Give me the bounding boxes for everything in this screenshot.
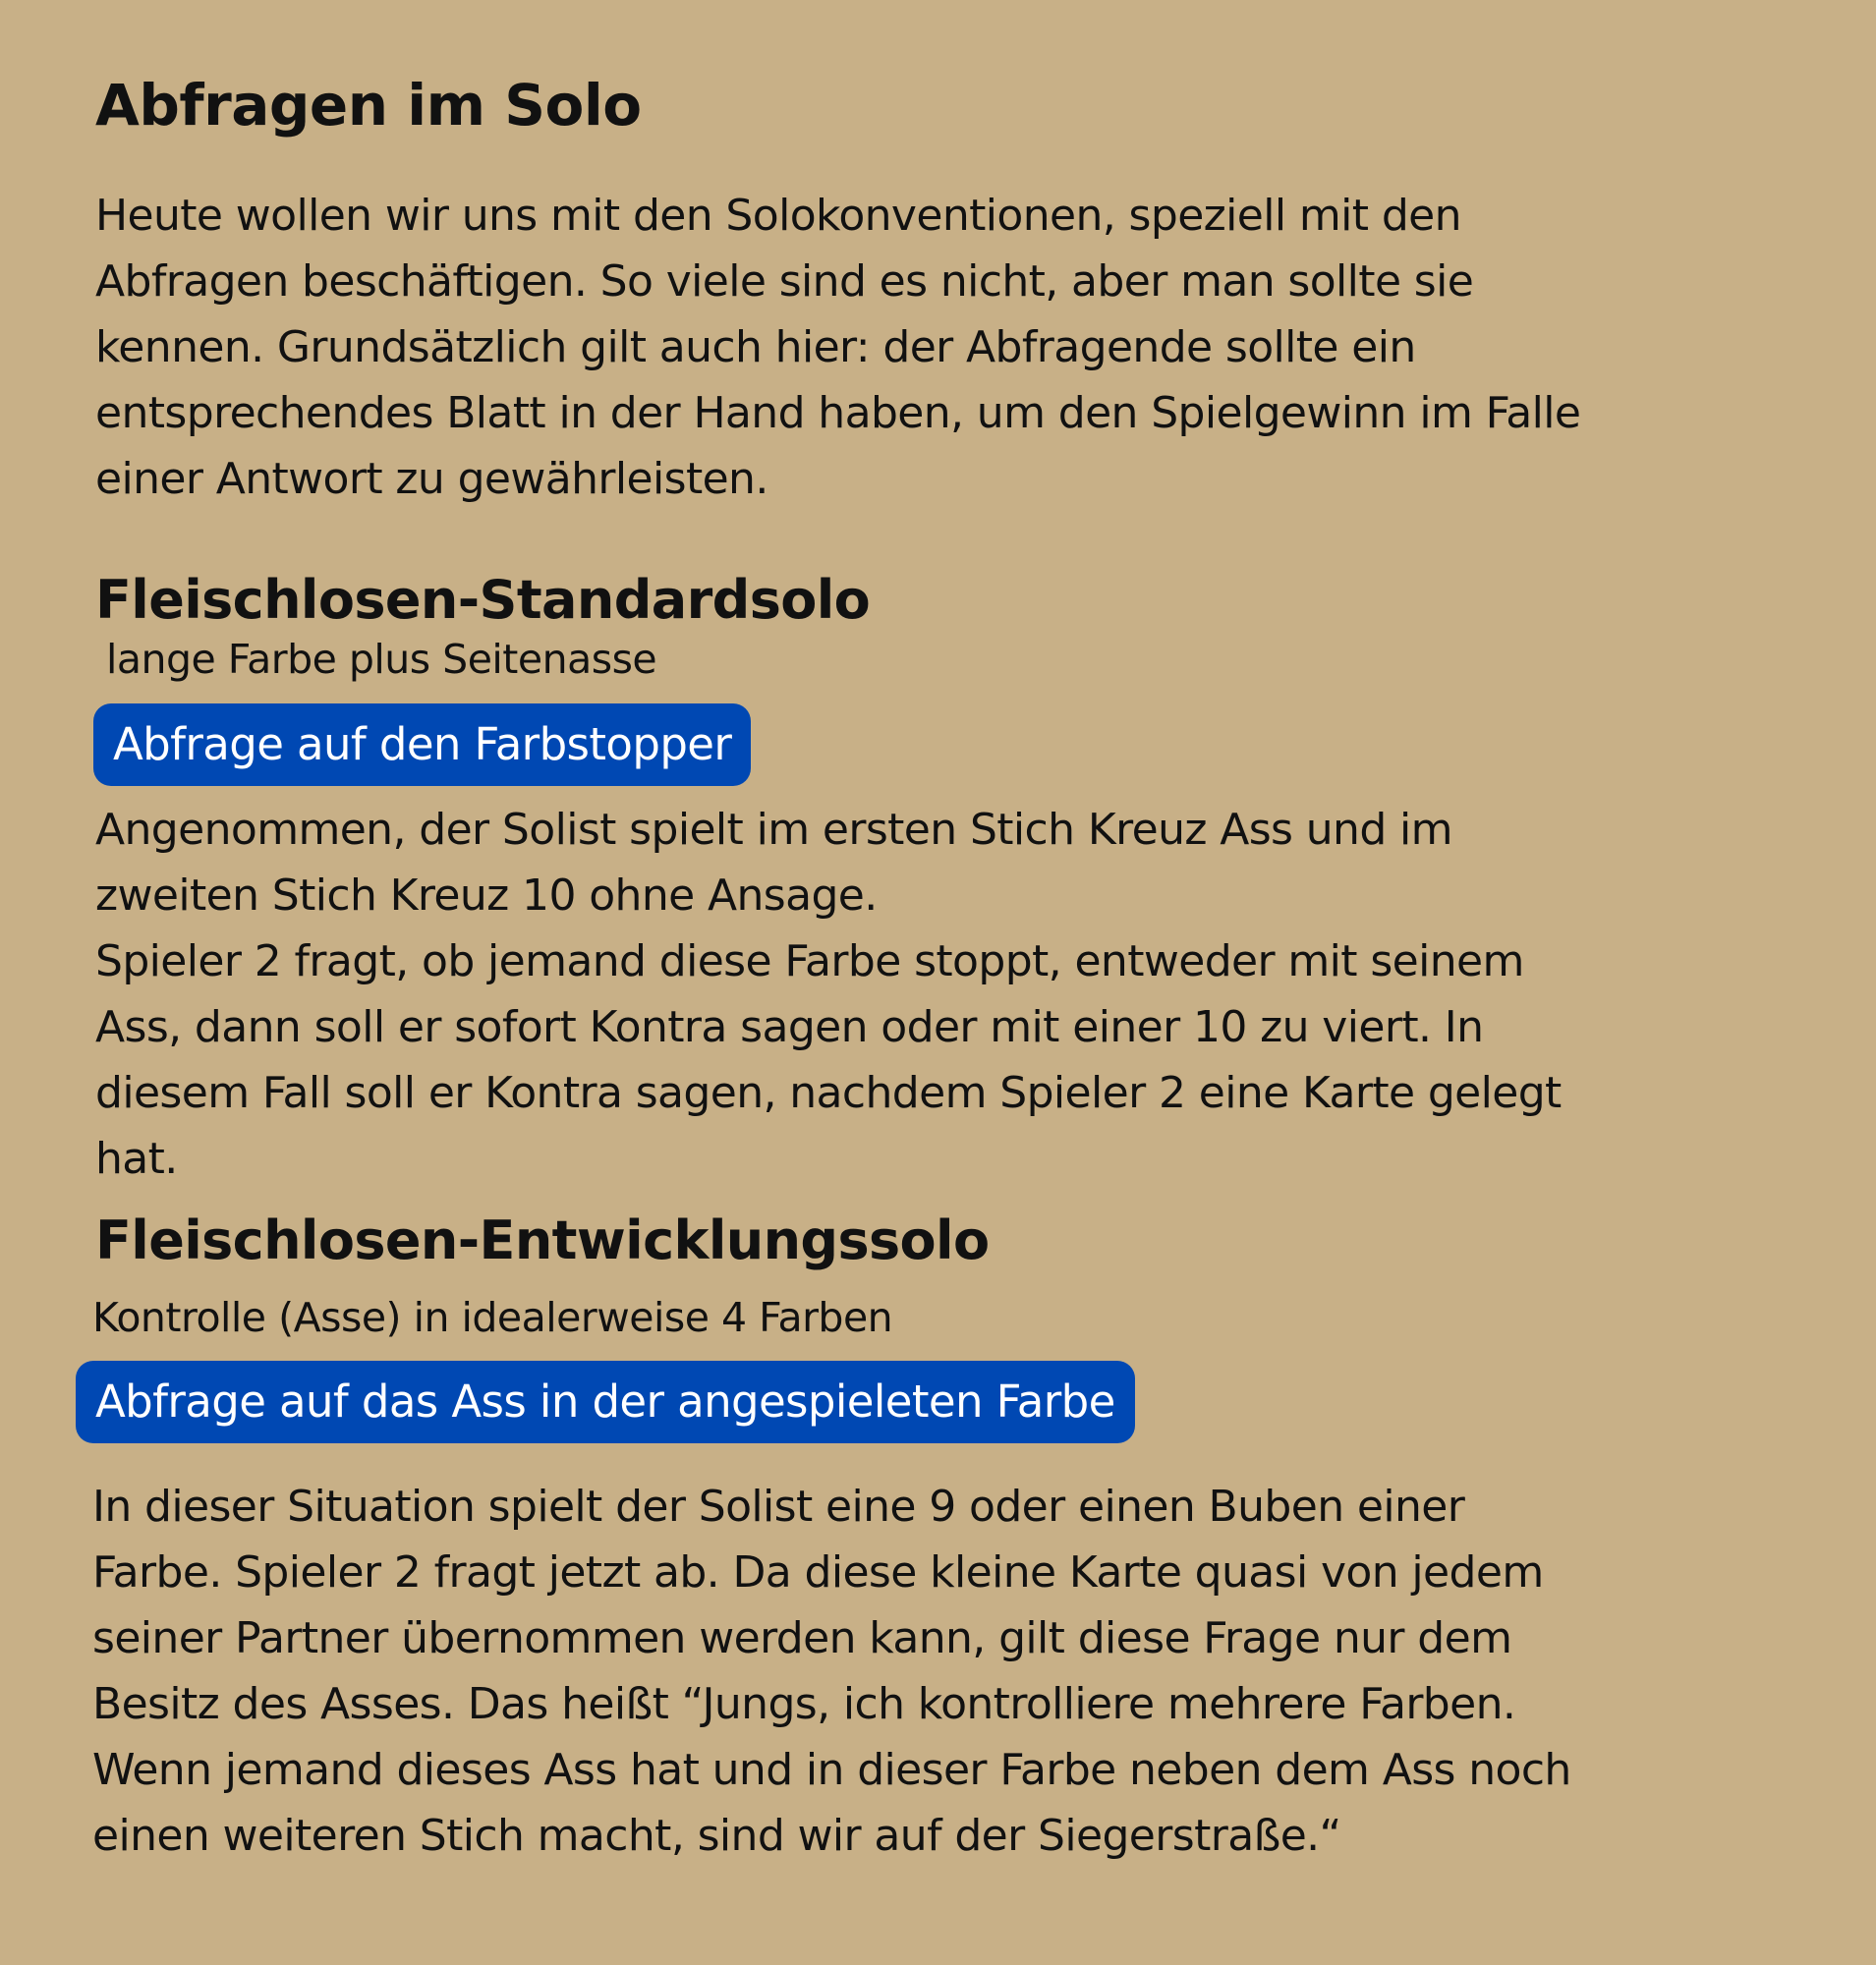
section-body-entwicklungssolo: In dieser Situation spielt der Solist eine 9 oder einen Buben einer Farbe. Spieler 2 fragt jetzt ab. Da diese kleine Karte quasi von jedem seiner Partner übernommen werden kann, gilt diese Frage nur dem Besitz des Asses. Das heißt “Jungs, ich kontrolliere mehrere Farben. Wenn jemand dieses Ass hat und in dieser Farbe neben dem Ass noch einen weiteren Stich macht, sind wir auf der Siegerstraße.“ bbox=[92, 1482, 1571, 1861]
section-heading-entwicklungssolo: Fleischlosen-Entwicklungssolo bbox=[95, 1209, 990, 1271]
tag-ass-abfrage: Abfrage auf das Ass in der angespieleten Farbe bbox=[76, 1361, 1135, 1443]
intro-paragraph: Heute wollen wir uns mit den Solokonventionen, speziell mit den Abfragen beschäftigen. So viele sind es nicht, aber man sollte sie kennen. Grundsätzlich gilt auch hier: der Abfragende sollte ein entsprechendes Blatt in der Hand haben, um den Spielgewinn im Falle einer Antwort zu gewährleisten. bbox=[95, 191, 1581, 504]
page-title: Abfragen im Solo bbox=[95, 72, 642, 139]
section-body-standardsolo: Angenommen, der Solist spielt im ersten Stich Kreuz Ass und im zweiten Stich Kreuz 10 ohne Ansage. Spieler 2 fragt, ob jemand diese Farbe stoppt, entweder mit seinem Ass, dann soll er sofort Kontra sagen oder mit einer 10 zu viert. In diesem Fall soll er Kontra sagen, nachdem Spieler 2 eine Karte gelegt hat. bbox=[95, 805, 1562, 1184]
section-heading-standardsolo: Fleischlosen-Standardsolo bbox=[95, 569, 871, 631]
section-subtitle-entwicklungssolo: Kontrolle (Asse) in idealerweise 4 Farben bbox=[92, 1294, 893, 1341]
tag-farbstopper: Abfrage auf den Farbstopper bbox=[93, 703, 751, 786]
section-subtitle-standardsolo: lange Farbe plus Seitenasse bbox=[106, 636, 657, 683]
